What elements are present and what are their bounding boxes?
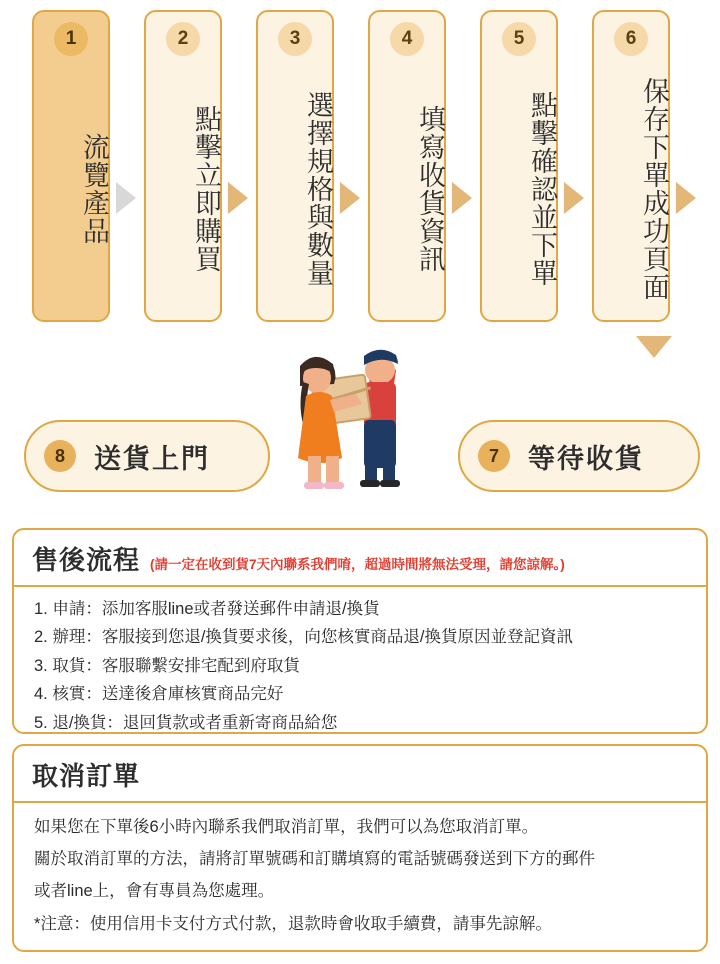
step-number-badge: 1 [54, 22, 88, 56]
after-sales-panel [12, 528, 708, 734]
step-label: 點擊確認並下單 [527, 91, 557, 287]
flow-step-2 [144, 10, 222, 322]
step-label: 保存下單成功頁面 [639, 77, 669, 301]
after-sales-title: 售後流程 [32, 545, 141, 575]
list-item: 1. 申請：添加客服line或者發送郵件申請退/換貨 [34, 600, 380, 618]
flow-step-4 [368, 10, 446, 322]
flow-arrow-icon [228, 182, 248, 214]
flow-arrow-icon [452, 182, 472, 214]
step-label: 點擊立即購買 [191, 105, 221, 273]
cancel-order-panel [12, 744, 708, 952]
step-label: 填寫收貨資訊 [415, 105, 445, 273]
flow-arrow-icon [676, 182, 696, 214]
step-label: 流覽產品 [79, 133, 109, 245]
step-label: 送貨上門 [94, 443, 210, 474]
cancel-order-header [14, 746, 706, 797]
paragraph: 關於取消訂單的方法，請將訂單號碼和訂購填寫的電話號碼發送到下方的郵件 [34, 850, 595, 869]
flow-arrow-icon [340, 182, 360, 214]
flow-step-3 [256, 10, 334, 322]
step-number-badge: 7 [478, 440, 510, 472]
flow-step-1 [32, 10, 110, 322]
step-number-badge: 2 [166, 22, 200, 56]
step-number-badge: 8 [44, 440, 76, 472]
paragraph: 如果您在下單後6小時內聯系我們取消訂單，我們可以為您取消訂單。 [34, 818, 539, 836]
after-sales-header [14, 530, 706, 581]
flow-step-6 [592, 10, 670, 322]
after-sales-note: (請一定在收到貨7天內聯系我們唷，超過時間將無法受理，請您諒解。) [150, 557, 565, 572]
process-flow [16, 10, 706, 330]
cancel-order-title: 取消訂單 [32, 761, 141, 791]
delivery-step-8 [24, 420, 270, 492]
step-number-badge: 6 [614, 22, 648, 56]
flow-arrow-icon [564, 182, 584, 214]
step-number-badge: 3 [278, 22, 312, 56]
list-item: 5. 退/換貨：退回貨款或者重新寄商品給您 [34, 713, 338, 732]
list-item: 4. 核實：送達後倉庫核實商品完好 [34, 685, 284, 704]
paragraph: *注意：使用信用卡支付方式付款，退款時會收取手續費，請事先諒解。 [34, 914, 552, 933]
step-number-badge: 5 [502, 22, 536, 56]
cancel-order-body [14, 803, 706, 940]
step-label: 選擇規格與數量 [303, 91, 333, 287]
delivery-step-7 [458, 420, 700, 492]
flow-step-5 [480, 10, 558, 322]
list-item: 2. 辦理：客服接到您退/換貨要求後，向您核實商品退/換貨原因並登記資訊 [34, 628, 574, 647]
flow-arrow-icon [116, 182, 136, 214]
delivery-steps-row [0, 420, 720, 496]
step-number-badge: 4 [390, 22, 424, 56]
after-sales-list [14, 587, 706, 737]
paragraph: 或者line上，會有專員為您處理。 [34, 882, 275, 901]
list-item: 3. 取貨：客服聯繫安排宅配到府取貨 [34, 656, 300, 675]
step-label: 等待收貨 [528, 443, 644, 474]
flow-arrow-down-icon [636, 336, 672, 358]
